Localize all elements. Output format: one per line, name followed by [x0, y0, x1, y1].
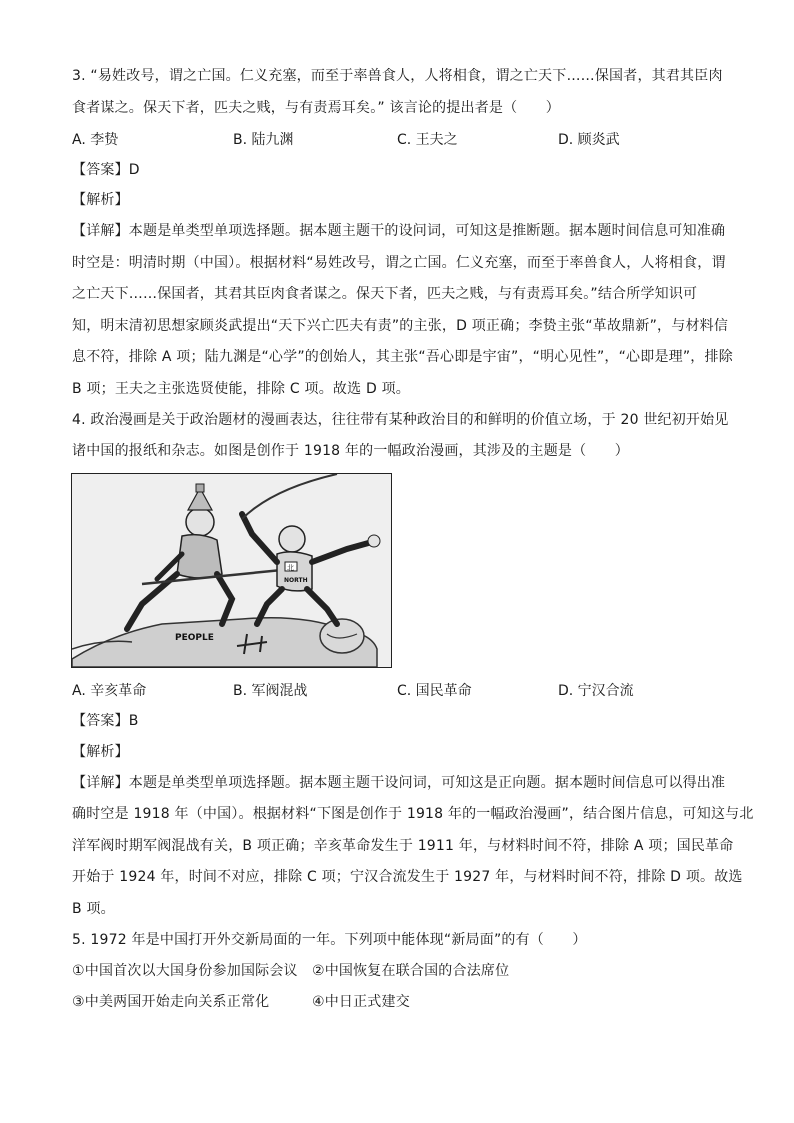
q3-analysis-label: 【解析】 [72, 192, 129, 208]
q4-stem-line2: 诸中国的报纸和杂志。如图是创作于 1918 年的一幅政治漫画，其涉及的主题是（ ） [72, 443, 629, 459]
q4-option-a: A. 辛亥革命 [72, 683, 147, 699]
q3-option-b: B. 陆九渊 [233, 132, 294, 148]
q4-answer: 【答案】B [72, 713, 139, 729]
q4-detail-line: 【详解】本题是单类型单项选择题。据本题主题干设问词，可知这是正向题。据本题时间信息可以得出准 [72, 775, 726, 791]
q3-detail-line: 时空是：明清时期（中国）。根据材料“易姓改号，谓之亡国。仁义充塞，而至于率兽食人，人将相食，谓 [72, 255, 726, 271]
q3-detail-line: 之亡天下……保国者，其君其臣肉食者谋之。保天下者，匹夫之贱，与有责焉耳矣。”结合所学知识可 [72, 286, 698, 302]
q3-detail-line: 息不符，排除 A 项；陆九渊是“心学”的创始人，其主张“吾心即是宇宙”，“明心见性”，“心即是理”，排除 [72, 349, 733, 365]
q4-detail-line: 洋军阀时期军阀混战有关，B 项正确；辛亥革命发生于 1911 年，与材料时间不符，排除 A 项；国民革命 [72, 838, 734, 854]
cartoon-north-label: NORTH [284, 577, 308, 584]
q4-detail-line: B 项。 [72, 901, 115, 917]
q5-items-line1: ①中国首次以大国身份参加国际会议 ②中国恢复在联合国的合法席位 [72, 963, 510, 979]
q4-stem-line1: 4. 政治漫画是关于政治题材的漫画表达，往往带有某种政治目的和鲜明的价值立场，于 20 世纪初开始见 [72, 412, 729, 428]
q4-analysis-label: 【解析】 [72, 744, 129, 760]
q3-detail-line: B 项；王夫之主张选贤使能，排除 C 项。故选 D 项。 [72, 381, 411, 397]
q5-stem: 5. 1972 年是中国打开外交新局面的一年。下列项中能体现“新局面”的有（ ） [72, 932, 587, 948]
q5-items-line2: ③中美两国开始走向关系正常化 ④中日正式建交 [72, 994, 410, 1010]
q3-stem-line2: 食者谋之。保天下者，匹夫之贱，与有责焉耳矣。” 该言论的提出者是（ ） [72, 100, 560, 116]
q4-detail-line: 确时空是 1918 年（中国）。根据材料“下图是创作于 1918 年的一幅政治漫画”，结合图片信息，可知这与北 [72, 806, 754, 822]
q3-option-d: D. 顾炎武 [558, 132, 620, 148]
q3-detail-line: 知，明末清初思想家顾炎武提出“天下兴亡匹夫有责”的主张，D 项正确；李贽主张“革故鼎新”，与材料信 [72, 318, 729, 334]
q4-option-d: D. 宁汉合流 [558, 683, 634, 699]
q3-stem-line1: 3. “易姓改号，谓之亡国。仁义充塞，而至于率兽食人，人将相食，谓之亡天下……保国者，其君其臣肉 [72, 68, 723, 84]
q4-detail-line: 开始于 1924 年，时间不对应，排除 C 项；宁汉合流发生于 1927 年，与材料时间不符，排除 D 项。故选 [72, 869, 743, 885]
political-cartoon-image [71, 473, 392, 668]
q4-option-c: C. 国民革命 [397, 683, 472, 699]
cartoon-badge-label: 北 [287, 564, 294, 572]
q3-option-c: C. 王夫之 [397, 132, 458, 148]
q3-detail-line: 【详解】本题是单类型单项选择题。据本题主题干的设问词，可知这是推断题。据本题时间信息可知准确 [72, 223, 726, 239]
q4-option-b: B. 军阀混战 [233, 683, 308, 699]
q3-answer: 【答案】D [72, 162, 140, 178]
cartoon-people-label: PEOPLE [175, 633, 214, 643]
q3-option-a: A. 李贽 [72, 132, 119, 148]
